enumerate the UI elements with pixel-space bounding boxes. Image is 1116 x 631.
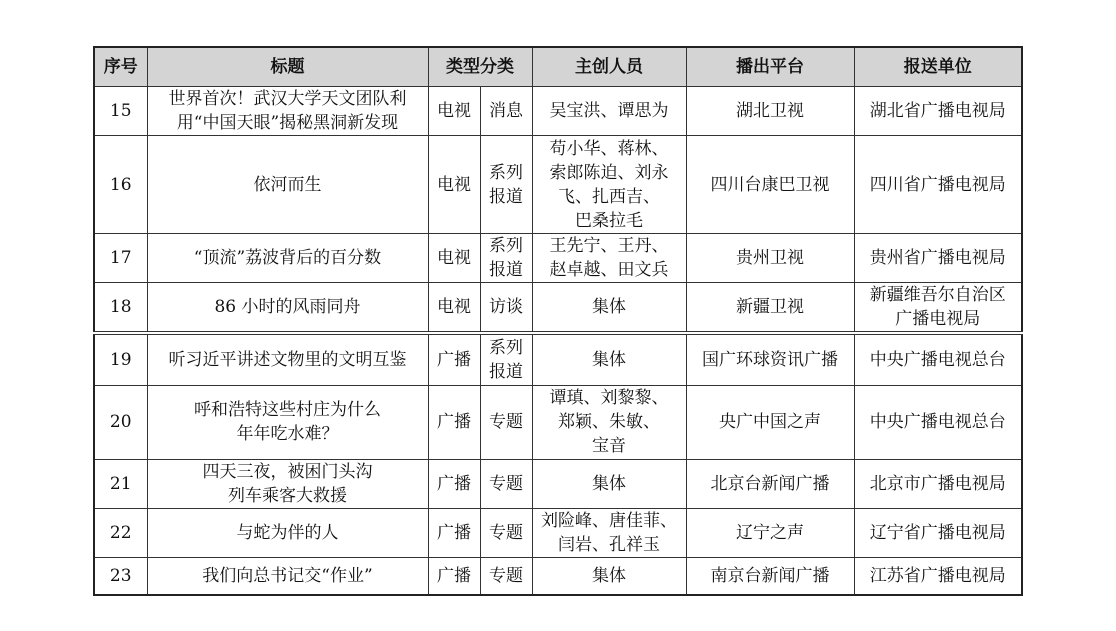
header-category: 类型分类 (428, 47, 532, 87)
award-table-container (93, 46, 1021, 596)
row-type: 系列 报道 (480, 333, 532, 385)
row-medium: 广播 (428, 508, 480, 557)
header-title: 标题 (147, 47, 428, 87)
row-title: 听习近平讲述文物里的文明互鉴 (147, 333, 428, 385)
row-unit: 湖北省广播电视局 (854, 87, 1022, 136)
table-row (94, 459, 1022, 508)
row-unit: 辽宁省广播电视局 (854, 508, 1022, 557)
row-no: 19 (94, 333, 147, 385)
row-no: 16 (94, 136, 147, 234)
row-platform: 辽宁之声 (686, 508, 854, 557)
row-type: 专题 (480, 557, 532, 595)
row-type: 访谈 (480, 283, 532, 334)
table-row (94, 508, 1022, 557)
row-creators: 集体 (532, 459, 686, 508)
header-platform: 播出平台 (686, 47, 854, 87)
header-unit: 报送单位 (854, 47, 1022, 87)
row-unit: 四川省广播电视局 (854, 136, 1022, 234)
header-no: 序号 (94, 47, 147, 87)
row-title: 呼和浩特这些村庄为什么 年年吃水难？ (147, 385, 428, 459)
row-medium: 电视 (428, 87, 480, 136)
row-no: 17 (94, 234, 147, 283)
row-title: 四天三夜，被困门头沟 列车乘客大救援 (147, 459, 428, 508)
row-creators: 集体 (532, 557, 686, 595)
row-unit: 新疆维吾尔自治区 广播电视局 (854, 283, 1022, 334)
row-platform: 贵州卫视 (686, 234, 854, 283)
row-title: “顶流”荔波背后的百分数 (147, 234, 428, 283)
row-type: 系列 报道 (480, 136, 532, 234)
row-unit: 江苏省广播电视局 (854, 557, 1022, 595)
row-no: 21 (94, 459, 147, 508)
row-creators: 集体 (532, 333, 686, 385)
table-row (94, 333, 1022, 385)
row-platform: 央广中国之声 (686, 385, 854, 459)
row-no: 23 (94, 557, 147, 595)
row-platform: 湖北卫视 (686, 87, 854, 136)
row-title: 与蛇为伴的人 (147, 508, 428, 557)
header-row (94, 47, 1022, 87)
row-medium: 电视 (428, 234, 480, 283)
table-row (94, 234, 1022, 283)
row-creators: 集体 (532, 283, 686, 334)
row-type: 专题 (480, 508, 532, 557)
row-type: 专题 (480, 459, 532, 508)
row-medium: 广播 (428, 333, 480, 385)
row-platform: 南京台新闻广播 (686, 557, 854, 595)
row-type: 专题 (480, 385, 532, 459)
table-row (94, 557, 1022, 595)
row-unit: 北京市广播电视局 (854, 459, 1022, 508)
row-unit: 贵州省广播电视局 (854, 234, 1022, 283)
row-no: 22 (94, 508, 147, 557)
row-platform: 四川台康巴卫视 (686, 136, 854, 234)
row-title: 86 小时的风雨同舟 (147, 283, 428, 334)
row-no: 18 (94, 283, 147, 334)
row-no: 15 (94, 87, 147, 136)
row-platform: 国广环球资讯广播 (686, 333, 854, 385)
row-medium: 电视 (428, 283, 480, 334)
row-creators: 吴宝洪、谭思为 (532, 87, 686, 136)
row-creators: 谭瑱、刘黎黎、 郑颖、朱敏、 宝音 (532, 385, 686, 459)
table-row (94, 283, 1022, 334)
row-type: 消息 (480, 87, 532, 136)
row-creators: 刘险峰、唐佳菲、 闫岩、孔祥玉 (532, 508, 686, 557)
award-table (93, 46, 1023, 596)
row-platform: 新疆卫视 (686, 283, 854, 334)
row-type: 系列 报道 (480, 234, 532, 283)
row-medium: 广播 (428, 385, 480, 459)
table-row (94, 136, 1022, 234)
row-medium: 广播 (428, 557, 480, 595)
row-no: 20 (94, 385, 147, 459)
header-creators: 主创人员 (532, 47, 686, 87)
row-creators: 苟小华、蒋林、 索郎陈迫、刘永 飞、扎西吉、 巴桑拉毛 (532, 136, 686, 234)
table-row (94, 385, 1022, 459)
row-unit: 中央广播电视总台 (854, 385, 1022, 459)
row-medium: 电视 (428, 136, 480, 234)
row-title: 我们向总书记交“作业” (147, 557, 428, 595)
row-unit: 中央广播电视总台 (854, 333, 1022, 385)
row-platform: 北京台新闻广播 (686, 459, 854, 508)
table-row (94, 87, 1022, 136)
row-creators: 王先宁、王丹、 赵卓越、田文兵 (532, 234, 686, 283)
row-title: 世界首次！武汉大学天文团队利 用“中国天眼”揭秘黑洞新发现 (147, 87, 428, 136)
row-medium: 广播 (428, 459, 480, 508)
row-title: 依河而生 (147, 136, 428, 234)
